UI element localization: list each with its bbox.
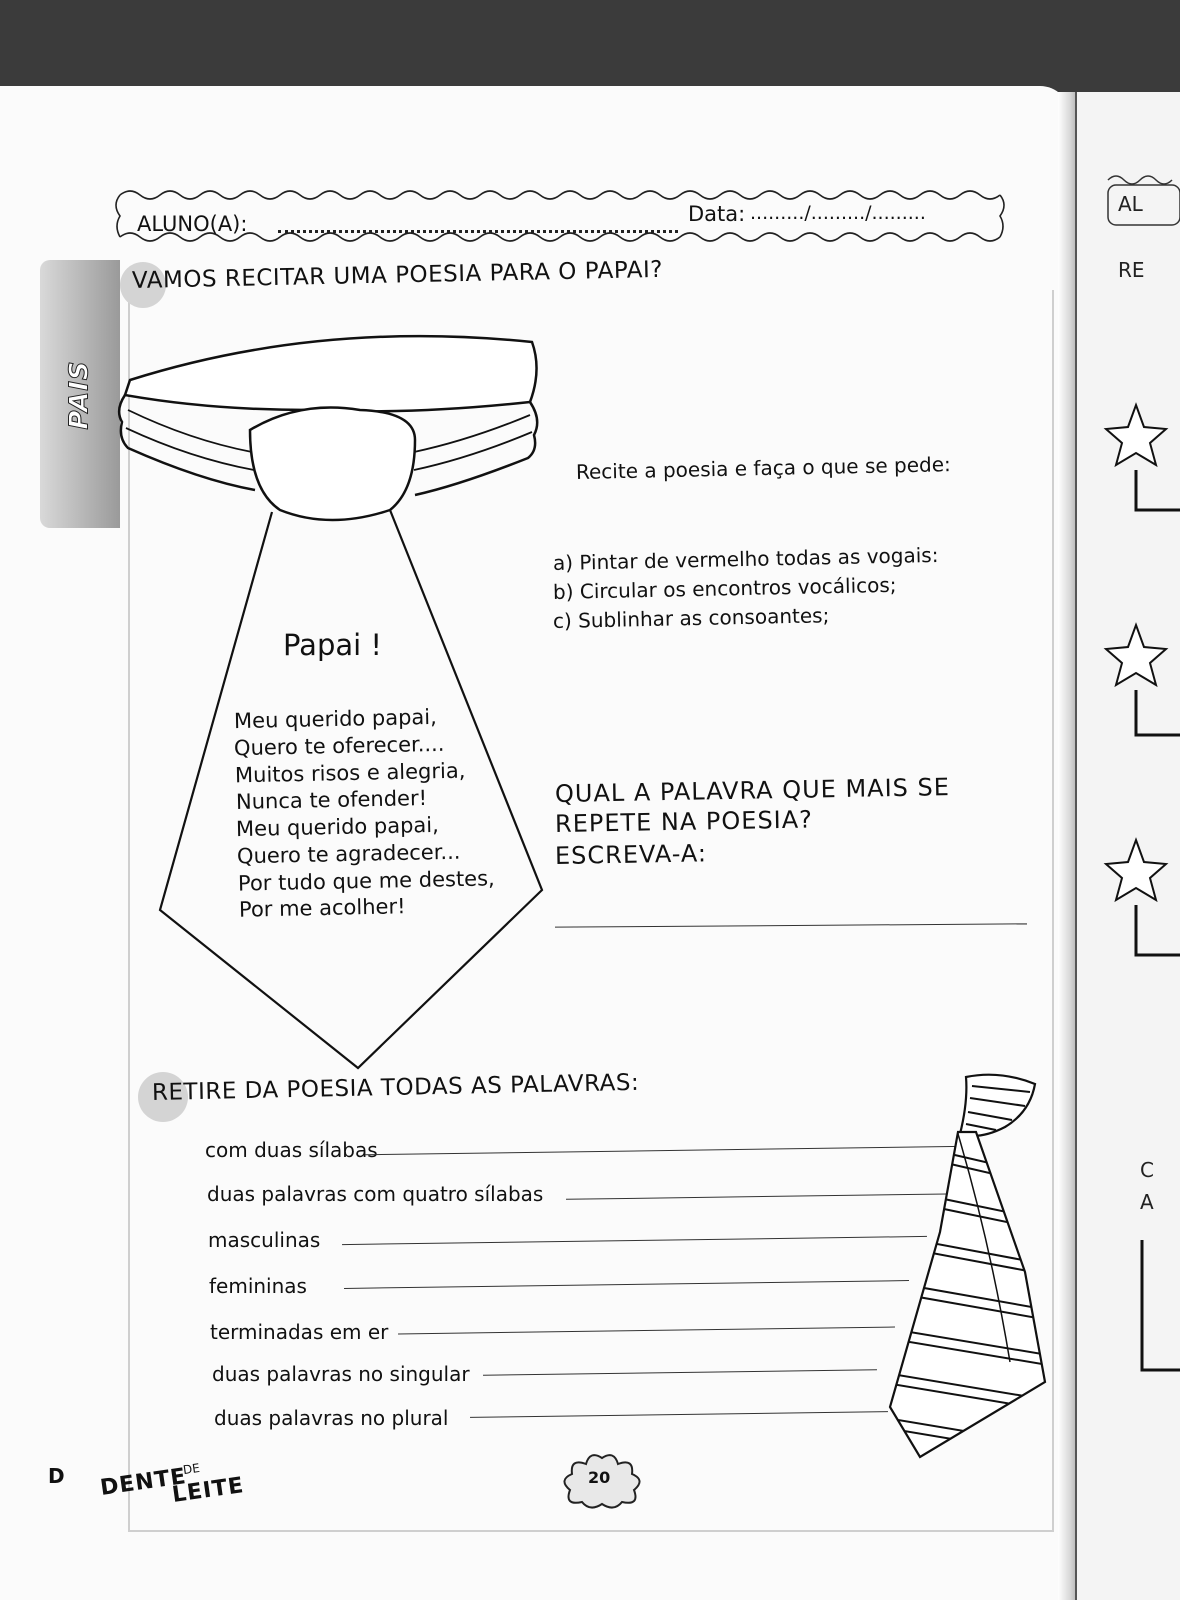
instruction-item: a) Pintar de vermelho todas as vogais: (552, 542, 939, 575)
corner-mark: D (48, 1464, 65, 1488)
poem-line: Por tudo que me destes, (237, 866, 495, 896)
instructions-intro: Recite a poesia e faça o que se pede: (575, 452, 951, 484)
poem-line: Quero te oferecer.... (233, 731, 445, 761)
poem-line: Meu querido papai, (235, 812, 440, 842)
poem-title: Papai ! (283, 628, 383, 662)
student-name-label: ALUNO(A): (137, 212, 248, 236)
next-page-fragment: A (1140, 1190, 1154, 1214)
instruction-item: c) Sublinhar as consoantes; (552, 603, 830, 633)
poem-line: Por me acolher! (238, 894, 406, 922)
next-page-fragment: C (1140, 1158, 1154, 1182)
scan-top-shadow (0, 0, 1180, 92)
question-line: QUAL A PALAVRA QUE MAIS SE (554, 773, 951, 808)
side-tab-label: PAIS (64, 360, 95, 430)
publisher-logo-text: DE (182, 1460, 201, 1478)
page-title: VAMOS RECITAR UMA POESIA PARA O PAPAI? (131, 256, 664, 294)
poem-line: Meu querido papai, (233, 704, 438, 734)
date-label: Data: (688, 202, 746, 226)
word-category-label: masculinas (208, 1228, 321, 1252)
word-category-label: duas palavras no singular (212, 1362, 470, 1386)
word-category-label: femininas (209, 1274, 307, 1298)
word-category-label: com duas sílabas (205, 1138, 378, 1162)
next-page-fragment: AL (1118, 192, 1143, 216)
retire-title: RETIRE DA POESIA TODAS AS PALAVRAS: (151, 1069, 640, 1106)
page-number: 20 (588, 1468, 611, 1487)
instruction-item: b) Circular os encontros vocálicos; (552, 572, 897, 604)
publisher-logo-text: LEITE (170, 1473, 246, 1508)
question-line: ESCREVA-A: (554, 839, 708, 870)
tie-illustration (110, 330, 550, 1075)
poem-line: Nunca te ofender! (235, 786, 428, 814)
question-line: REPETE NA POESIA? (554, 805, 814, 838)
student-name-field[interactable] (278, 230, 678, 233)
poem-line: Muitos risos e alegria, (234, 758, 466, 788)
word-category-label: terminadas em er (210, 1320, 389, 1344)
word-category-label: duas palavras com quatro sílabas (207, 1182, 544, 1206)
striped-tie-icon (880, 1062, 1060, 1470)
next-page-fragment: RE (1118, 258, 1145, 282)
next-page-shapes (1098, 160, 1180, 1400)
publisher-logo-text: DENTE (98, 1464, 189, 1501)
poem-line: Quero te agradecer... (236, 839, 461, 869)
word-category-label: duas palavras no plural (214, 1406, 449, 1430)
date-field[interactable]: ........./........./......... (750, 202, 926, 224)
